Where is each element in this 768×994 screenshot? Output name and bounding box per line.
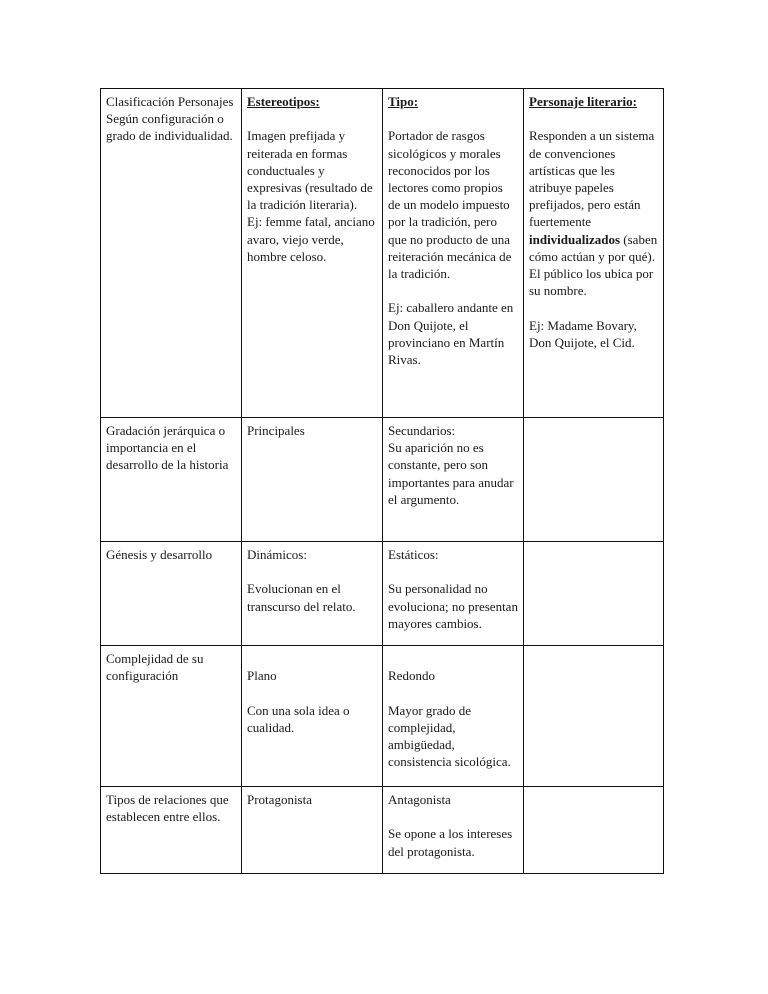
- column-heading: Tipo:: [388, 94, 419, 109]
- cell-example: Ej: caballero andante en Don Quijote, el provinciano en Martín Rivas.: [388, 300, 514, 368]
- column-heading: Personaje literario:: [529, 94, 637, 109]
- cell-relaciones: [101, 787, 242, 874]
- column-heading: Estereotipos:: [247, 94, 320, 109]
- table-row: [101, 418, 664, 542]
- cell-text: Evolucionan en el transcurso del relato.: [247, 581, 356, 614]
- table-row: [101, 542, 664, 646]
- table-row: [101, 646, 664, 787]
- cell-empty: [524, 542, 664, 646]
- cell-dinamicos: [242, 542, 383, 646]
- cell-tipo: [383, 89, 524, 418]
- cell-empty: [524, 787, 664, 874]
- bold-term: individualizados: [529, 231, 621, 247]
- cell-protagonista: [242, 787, 383, 874]
- classification-table: [100, 88, 664, 874]
- cell-empty: [524, 646, 664, 787]
- cell-text: Responden a un sistema de convenciones artísticas que les atribuye papeles prefijados, pero están fuertemente: [529, 128, 655, 230]
- cell-text: (saben cómo actúan y por qué). El público los ubica por su nombre.: [529, 231, 658, 299]
- cell-text: Mayor grado de complejidad, ambigüedad, consistencia sicológica.: [388, 702, 511, 770]
- cell-antagonista: [383, 787, 524, 874]
- cell-secundarios: [383, 418, 524, 542]
- cell-text: Con una sola idea o cualidad.: [247, 702, 350, 735]
- cell-heading: Redondo: [388, 668, 435, 684]
- cell-text: Portador de rasgos sicológicos y morales reconocidos por los lectores como propios de un modelo impuesto por la tradición, pero que no producto de una reiteración mecánica de la tradición.: [388, 128, 512, 282]
- cell-text: Protagonista: [247, 792, 312, 807]
- cell-text: Secundarios: Su aparición no es constante, pero son importantes para anudar el argumento.: [388, 423, 514, 507]
- cell-text: Imagen prefijada y reiterada en formas conductuales y expresivas (resultado de la tradición literaria). Ej: femme fatal, anciano avaro, viejo verde, hombre celoso.: [247, 128, 375, 264]
- cell-estaticos: [383, 542, 524, 646]
- cell-heading: Antagonista: [388, 792, 451, 807]
- cell-text: Su personalidad no evoluciona; no presentan mayores cambios.: [388, 581, 518, 631]
- cell-empty: [524, 418, 664, 542]
- cell-genesis: [101, 542, 242, 646]
- cell-plano: [242, 646, 383, 787]
- row-label: Clasificación Personajes Según configuración o grado de individualidad.: [106, 94, 234, 144]
- cell-heading: Estáticos:: [388, 547, 439, 562]
- cell-redondo: [383, 646, 524, 787]
- cell-classification: [101, 89, 242, 418]
- cell-estereotipos: [242, 89, 383, 418]
- row-label: Gradación jerárquica o importancia en el desarrollo de la historia: [106, 423, 229, 473]
- table-row: [101, 787, 664, 874]
- cell-personaje-literario: [524, 89, 664, 418]
- cell-heading: Plano: [247, 668, 277, 684]
- cell-text: Se opone a los intereses del protagonista.: [388, 826, 513, 859]
- row-label: Tipos de relaciones que establecen entre ellos.: [106, 792, 229, 825]
- row-label: Génesis y desarrollo: [106, 547, 213, 562]
- cell-gradacion: [101, 418, 242, 542]
- row-label: Complejidad de su configuración: [106, 651, 204, 684]
- cell-text: Principales: [247, 423, 305, 438]
- cell-heading: Dinámicos:: [247, 547, 307, 562]
- cell-principales: [242, 418, 383, 542]
- cell-example: Ej: Madame Bovary, Don Quijote, el Cid.: [529, 317, 637, 350]
- cell-complejidad: [101, 646, 242, 787]
- table-row: [101, 89, 664, 418]
